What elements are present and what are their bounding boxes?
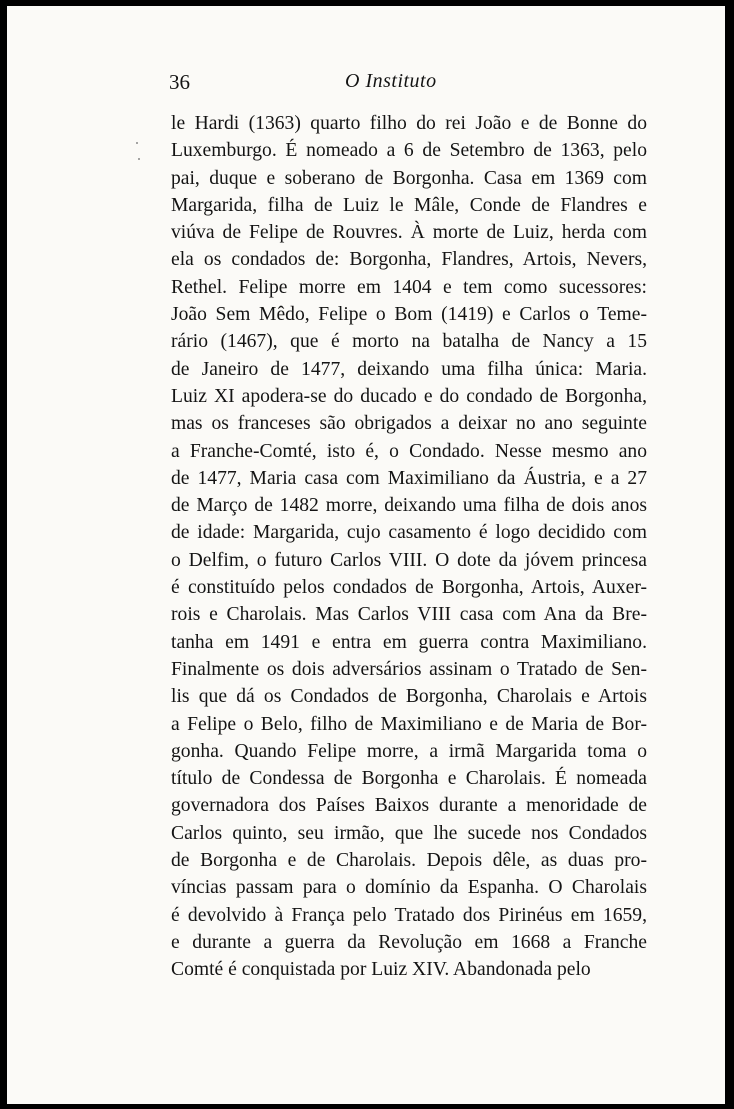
text-line: víncias passam para o domínio da Espanha. O Charolais xyxy=(171,877,647,899)
text-line: de idade: Margarida, cujo casamento é logo decidido com xyxy=(171,522,647,544)
text-line: Rethel. Felipe morre em 1404 e tem como sucessores: xyxy=(171,276,647,298)
text-line: de Março de 1482 morre, deixando uma filha de dois anos xyxy=(171,495,647,517)
text-line: rois e Charolais. Mas Carlos VIII casa com Ana da Bre- xyxy=(171,604,647,626)
text-line: Finalmente os dois adversários assinam o Tratado de Sen- xyxy=(171,658,647,680)
text-line: é constituído pelos condados de Borgonha, Artois, Auxer- xyxy=(171,577,647,599)
text-line: le Hardi (1363) quarto filho do rei João e de Bonne do xyxy=(171,113,647,134)
text-line: Comté é conquistada por Luiz XIV. Abandonada pelo xyxy=(171,959,591,981)
text-line: tanha em 1491 e entra em guerra contra Maximiliano. xyxy=(171,631,647,653)
text-line: gonha. Quando Felipe morre, a irmã Margarida toma o xyxy=(171,740,647,762)
text-line: título de Condessa de Borgonha e Charolais. É nomeada xyxy=(171,768,647,790)
text-line: João Sem Mêdo, Felipe o Bom (1419) e Carlos o Teme- xyxy=(171,304,647,326)
body-text xyxy=(171,110,647,984)
text-line: é devolvido à França pelo Tratado dos Pirinéus em 1659, xyxy=(171,904,647,926)
page-number: 36 xyxy=(169,70,190,94)
text-line: e durante a guerra da Revolução em 1668 a Franche xyxy=(171,931,647,953)
print-speck xyxy=(138,158,140,160)
text-line: o Delfim, o futuro Carlos VIII. O dote da jóvem princesa xyxy=(171,549,647,571)
print-speck xyxy=(136,142,138,144)
text-line: de Borgonha e de Charolais. Depois dêle, as duas pro- xyxy=(171,850,647,872)
text-line: pai, duque e soberano de Borgonha. Casa em 1369 com xyxy=(171,167,647,189)
text-line: a Felipe o Belo, filho de Maximiliano e de Maria de Bor- xyxy=(171,713,647,735)
text-line: Margarida, filha de Luiz le Mâle, Conde de Flandres e xyxy=(171,194,647,216)
page-header xyxy=(169,70,647,100)
running-title: O Instituto xyxy=(345,70,437,92)
text-line: mas os franceses são obrigados a deixar no ano seguinte xyxy=(171,413,647,435)
text-line: a Franche-Comté, isto é, o Condado. Nesse mesmo ano xyxy=(171,440,647,462)
text-line: de Janeiro de 1477, deixando uma filha única: Maria. xyxy=(171,358,647,380)
text-line: ela os condados de: Borgonha, Flandres, Artois, Nevers, xyxy=(171,249,647,271)
text-line: lis que dá os Condados de Borgonha, Charolais e Artois xyxy=(171,686,647,708)
text-line: viúva de Felipe de Rouvres. À morte de Luiz, herda com xyxy=(171,222,647,244)
text-line: rário (1467), que é morto na batalha de Nancy a 15 xyxy=(171,331,647,353)
text-line: Carlos quinto, seu irmão, que lhe sucede nos Condados xyxy=(171,822,647,844)
text-line: governadora dos Países Baixos durante a menoridade de xyxy=(171,795,647,817)
text-line: de 1477, Maria casa com Maximiliano da Áustria, e a 27 xyxy=(171,467,647,489)
text-line: Luxemburgo. É nomeado a 6 de Setembro de 1363, pelo xyxy=(171,140,647,162)
book-page xyxy=(7,6,725,1104)
text-line: Luiz XI apodera-se do ducado e do condado de Borgonha, xyxy=(171,385,647,407)
